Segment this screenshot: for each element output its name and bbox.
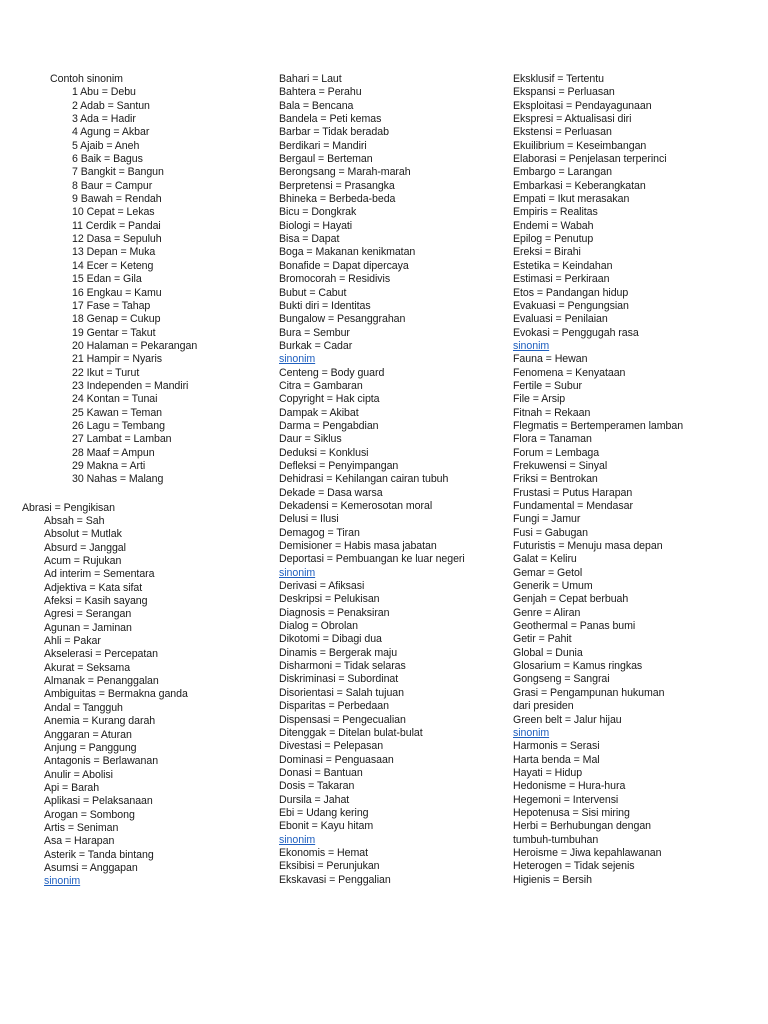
synonym-entry: Citra = Gambaran — [279, 379, 363, 392]
synonym-entry: Burkak = Cadar — [279, 339, 353, 352]
synonym-entry: Adjektiva = Kata sifat — [44, 581, 143, 594]
sinonim-link-text[interactable]: sinonim — [513, 339, 550, 352]
synonym-entry: Frekuwensi = Sinyal — [513, 459, 608, 472]
sinonim-link[interactable] — [513, 340, 763, 353]
synonym-entry: Dekade = Dasa warsa — [279, 486, 383, 499]
synonym-entry: Asumsi = Anggapan — [44, 861, 138, 874]
synonym-entry: Hepotenusa = Sisi miring — [513, 806, 630, 819]
sinonim-link-text[interactable]: sinonim — [513, 726, 550, 739]
synonym-entry: 23 Independen = Mandiri — [72, 379, 189, 392]
synonym-entry: Bonafide = Dapat dipercaya — [279, 259, 409, 272]
synonym-entry: Estetika = Keindahan — [513, 259, 613, 272]
synonym-entry: Ekspansi = Perluasan — [513, 86, 615, 99]
synonym-entry: Embarkasi = Keberangkatan — [513, 179, 646, 192]
synonym-entry: Bergaul = Berteman — [279, 153, 373, 166]
synonym-entry: Bandela = Peti kemas — [279, 113, 382, 126]
synonym-entry: dari presiden — [513, 700, 574, 713]
synonym-entry: Eksklusif = Tertentu — [513, 73, 604, 85]
synonym-entry: 8 Baur = Campur — [72, 179, 153, 192]
intro-section — [22, 73, 257, 487]
synonym-entry: Dialog = Obrolan — [279, 620, 358, 633]
synonym-entry: Bahari = Laut — [279, 73, 342, 85]
synonym-entry: Futuristis = Menuju masa depan — [513, 540, 663, 553]
synonym-entry: Centeng = Body guard — [279, 366, 385, 379]
synonym-entry: Hegemoni = Intervensi — [513, 793, 619, 806]
synonym-entry: Absurd = Janggal — [44, 541, 126, 554]
synonym-entry: Deduksi = Konklusi — [279, 446, 369, 459]
sinonim-link-text[interactable]: sinonim — [279, 353, 316, 366]
synonym-entry: Forum = Lembaga — [513, 446, 600, 459]
synonym-entry: Global = Dunia — [513, 646, 583, 659]
synonym-entry: Genre = Aliran — [513, 606, 581, 619]
synonym-entry: 27 Lambat = Lamban — [72, 433, 172, 446]
synonym-entry: Getir = Pahit — [513, 633, 572, 646]
synonym-entry: Asa = Harapan — [44, 835, 115, 848]
synonym-entry: Akurat = Seksama — [44, 661, 131, 674]
synonym-entry: Ambiguitas = Bermakna ganda — [44, 688, 188, 701]
synonym-entry: Hayati = Hidup — [513, 766, 583, 779]
synonym-entry: 1 Abu = Debu — [72, 86, 136, 99]
synonym-entry: Ekspresi = Aktualisasi diri — [513, 113, 632, 126]
synonym-entry: Heroisme = Jiwa kepahlawanan — [513, 846, 662, 859]
synonym-entry: 16 Engkau = Kamu — [72, 286, 162, 299]
synonym-entry: Dursila = Jahat — [279, 793, 350, 806]
synonym-entry: Evakuasi = Pengungsian — [513, 299, 629, 312]
synonym-entry: Estimasi = Perkiraan — [513, 273, 610, 286]
synonym-entry: Ekonomis = Hemat — [279, 846, 368, 859]
synonym-entry: Akselerasi = Percepatan — [44, 648, 158, 661]
synonym-entry: Bala = Bencana — [279, 99, 354, 112]
synonym-entry: Geothermal = Panas bumi — [513, 620, 636, 633]
synonym-entry: Divestasi = Pelepasan — [279, 740, 384, 753]
synonym-entry: Dampak = Akibat — [279, 406, 359, 419]
synonym-entry: Empiris = Realitas — [513, 206, 598, 219]
synonym-entry: 12 Dasa = Sepuluh — [72, 233, 162, 246]
synonym-entry: Galat = Keliru — [513, 553, 577, 566]
synonym-entry: Demagog = Tiran — [279, 526, 360, 539]
synonym-entry: 3 Ada = Hadir — [72, 113, 136, 126]
synonym-entry: Evokasi = Penggugah rasa — [513, 326, 639, 339]
synonym-entry: Demisioner = Habis masa jabatan — [279, 540, 437, 553]
synonym-entry: Anulir = Abolisi — [44, 768, 113, 781]
synonym-entry: Ad interim = Sementara — [44, 568, 155, 581]
synonym-entry: Anemia = Kurang darah — [44, 715, 156, 728]
synonym-entry: Glosarium = Kamus ringkas — [513, 660, 643, 673]
synonym-entry: Agunan = Jaminan — [44, 621, 132, 634]
synonym-entry: Asterik = Tanda bintang — [44, 848, 154, 861]
synonym-entry: Bromocorah = Residivis — [279, 273, 391, 286]
synonym-entry: Boga = Makanan kenikmatan — [279, 246, 416, 259]
synonym-entry: Abrasi = Pengikisan — [22, 501, 115, 514]
sinonim-link[interactable] — [22, 875, 257, 888]
synonym-entry: Fauna = Hewan — [513, 353, 588, 366]
synonym-entry: tumbuh-tumbuhan — [513, 833, 599, 846]
sinonim-link-text[interactable]: sinonim — [279, 566, 316, 579]
synonym-entry: Deportasi = Pembuangan ke luar negeri — [279, 553, 465, 566]
synonym-entry: Endemi = Wabah — [513, 219, 594, 232]
synonym-entry: Ditenggak = Ditelan bulat-bulat — [279, 726, 423, 739]
synonym-entry: Artis = Seniman — [44, 821, 119, 834]
sinonim-link[interactable] — [513, 727, 763, 740]
synonym-entry: Hedonisme = Hura-hura — [513, 780, 626, 793]
synonym-entry: Generik = Umum — [513, 580, 593, 593]
synonym-entry: Donasi = Bantuan — [279, 766, 363, 779]
synonym-entry: Ekuilibrium = Keseimbangan — [513, 139, 647, 152]
synonym-entry: Bubut = Cabut — [279, 286, 347, 299]
synonym-entry: Biologi = Hayati — [279, 219, 353, 232]
synonym-entry: Bura = Sembur — [279, 326, 350, 339]
synonym-entry: File = Arsip — [513, 393, 566, 406]
synonym-entry: Gongseng = Sangrai — [513, 673, 610, 686]
synonym-entry: 2 Adab = Santun — [72, 99, 150, 112]
synonym-entry: Epilog = Penutup — [513, 233, 594, 246]
synonym-entry: Dikotomi = Dibagi dua — [279, 633, 382, 646]
synonym-entry: Harta benda = Mal — [513, 753, 600, 766]
synonym-entry: Disorientasi = Salah tujuan — [279, 686, 404, 699]
synonym-entry: Acum = Rujukan — [44, 555, 122, 568]
numbered-synonym-list — [22, 86, 257, 486]
synonym-entry: Fungi = Jamur — [513, 513, 581, 526]
synonym-entry: 18 Genap = Cukup — [72, 313, 161, 326]
synonym-entry: Dosis = Takaran — [279, 780, 355, 793]
synonym-entry: Embargo = Larangan — [513, 166, 612, 179]
synonym-entry: Evaluasi = Penilaian — [513, 313, 608, 326]
synonym-entry: Dispensasi = Pengecualian — [279, 713, 406, 726]
synonym-entry: Flora = Tanaman — [513, 433, 592, 446]
synonym-entry: 15 Edan = Gila — [72, 273, 142, 286]
synonym-entry: Ekskavasi = Penggalian — [279, 873, 391, 886]
synonym-entry: Daur = Siklus — [279, 433, 342, 446]
synonym-entry: Heterogen = Tidak sejenis — [513, 860, 635, 873]
synonym-entry: Afeksi = Kasih sayang — [44, 595, 148, 608]
synonym-list-e-h — [513, 73, 763, 887]
synonym-entry: Eksploitasi = Pendayagunaan — [513, 99, 652, 112]
synonym-entry: 11 Cerdik = Pandai — [72, 219, 161, 232]
synonym-entry: Fitnah = Rekaan — [513, 406, 591, 419]
synonym-entry: 29 Makna = Arti — [72, 459, 146, 472]
synonym-entry: Ekstensi = Perluasan — [513, 126, 612, 139]
synonym-entry: Aplikasi = Pelaksanaan — [44, 795, 153, 808]
synonym-entry: 28 Maaf = Ampun — [72, 446, 155, 459]
synonym-entry: Absolut = Mutlak — [44, 528, 122, 541]
synonym-entry: Ebonit = Kayu hitam — [279, 820, 374, 833]
synonym-entry: Empati = Ikut merasakan — [513, 193, 630, 206]
synonym-entry: 5 Ajaib = Aneh — [72, 139, 140, 152]
synonym-entry: Elaborasi = Penjelasan terperinci — [513, 153, 667, 166]
synonym-entry: Bisa = Dapat — [279, 233, 340, 246]
synonym-entry: Anggaran = Aturan — [44, 728, 132, 741]
synonym-entry: Harmonis = Serasi — [513, 740, 600, 753]
synonym-entry: Deskripsi = Pelukisan — [279, 593, 380, 606]
synonym-entry: Green belt = Jalur hijau — [513, 713, 622, 726]
synonym-entry: Herbi = Berhubungan dengan — [513, 820, 652, 833]
synonym-entry: Fusi = Gabugan — [513, 526, 588, 539]
synonym-entry: Dekadensi = Kemerosotan moral — [279, 500, 433, 512]
column-2 — [279, 73, 509, 887]
sinonim-link-text[interactable]: sinonim — [279, 833, 316, 846]
synonym-entry: Frustasi = Putus Harapan — [513, 486, 633, 499]
synonym-entry: 24 Kontan = Tunai — [72, 393, 158, 406]
synonym-entry: 19 Gentar = Takut — [72, 326, 156, 339]
synonym-entry: 30 Nahas = Malang — [72, 473, 164, 486]
synonym-entry: 17 Fase = Tahap — [72, 299, 151, 312]
synonym-entry: 14 Ecer = Keteng — [72, 259, 154, 272]
synonym-entry: Diagnosis = Penaksiran — [279, 606, 390, 619]
synonym-entry: Bungalow = Pesanggrahan — [279, 313, 406, 326]
synonym-entry: Berdikari = Mandiri — [279, 139, 367, 152]
synonym-entry: Ereksi = Birahi — [513, 246, 581, 259]
synonym-entry: 6 Baik = Bagus — [72, 153, 143, 166]
synonym-entry: Grasi = Pengampunan hukuman — [513, 686, 665, 699]
synonym-entry: Bahtera = Perahu — [279, 86, 362, 99]
column-1 — [22, 73, 257, 889]
sinonim-link[interactable] — [279, 834, 509, 847]
synonym-entry: Bukti diri = Identitas — [279, 299, 371, 312]
column-3 — [513, 73, 763, 887]
synonym-entry: 21 Hampir = Nyaris — [72, 353, 163, 366]
synonym-entry: Disparitas = Perbedaan — [279, 700, 389, 713]
synonym-entry: Friksi = Bentrokan — [513, 473, 598, 486]
synonym-entry: Berongsang = Marah-marah — [279, 166, 411, 179]
intro-title: Contoh sinonim — [50, 73, 123, 85]
synonym-entry: Dinamis = Bergerak maju — [279, 646, 398, 659]
synonym-entry: Gemar = Getol — [513, 566, 583, 579]
synonym-entry: Anjung = Panggung — [44, 741, 137, 754]
synonym-entry: 26 Lagu = Tembang — [72, 419, 165, 432]
synonym-entry: 25 Kawan = Teman — [72, 406, 162, 419]
synonym-entry: Antagonis = Berlawanan — [44, 755, 159, 768]
synonym-entry: Andal = Tangguh — [44, 701, 123, 714]
synonym-entry: Genjah = Cepat berbuah — [513, 593, 629, 606]
synonym-entry: Barbar = Tidak beradab — [279, 126, 389, 139]
synonym-entry: Arogan = Sombong — [44, 808, 135, 821]
synonym-entry: 13 Depan = Muka — [72, 246, 156, 259]
synonym-entry: Bhineka = Berbeda-beda — [279, 193, 396, 206]
synonym-entry: Agresi = Serangan — [44, 608, 132, 621]
synonym-entry: 20 Halaman = Pekarangan — [72, 339, 198, 352]
synonym-list-a — [22, 502, 257, 889]
synonym-entry: Darma = Pengabdian — [279, 419, 379, 432]
synonym-entry: Bicu = Dongkrak — [279, 206, 357, 219]
synonym-entry: 10 Cepat = Lekas — [72, 206, 155, 219]
synonym-entry: Fertile = Subur — [513, 379, 583, 392]
synonym-entry: Higienis = Bersih — [513, 873, 592, 886]
synonym-entry: Ahli = Pakar — [44, 635, 101, 648]
synonym-entry: Api = Barah — [44, 781, 100, 794]
synonym-entry: Disharmoni = Tidak selaras — [279, 660, 406, 673]
synonym-entry: Delusi = Ilusi — [279, 513, 339, 526]
synonym-entry: Almanak = Penanggalan — [44, 675, 159, 688]
synonym-entry: Dominasi = Penguasaan — [279, 753, 394, 766]
synonym-entry: Etos = Pandangan hidup — [513, 286, 629, 299]
synonym-entry: 4 Agung = Akbar — [72, 126, 150, 139]
synonym-entry: Copyright = Hak cipta — [279, 393, 380, 406]
synonym-entry: Absah = Sah — [44, 515, 105, 527]
synonym-entry: Ebi = Udang kering — [279, 806, 369, 819]
synonym-entry: Fenomena = Kenyataan — [513, 366, 626, 379]
synonym-list-b-e — [279, 73, 509, 887]
synonym-entry: Dehidrasi = Kehilangan cairan tubuh — [279, 473, 449, 486]
synonym-entry: 7 Bangkit = Bangun — [72, 166, 164, 179]
synonym-entry: Berpretensi = Prasangka — [279, 179, 395, 192]
sinonim-link-text[interactable]: sinonim — [44, 875, 81, 888]
sinonim-link[interactable] — [279, 567, 509, 580]
synonym-entry: Defleksi = Penyimpangan — [279, 459, 399, 472]
synonym-entry: Derivasi = Afiksasi — [279, 580, 365, 593]
sinonim-link[interactable] — [279, 353, 509, 366]
synonym-entry: Flegmatis = Bertemperamen lamban — [513, 419, 684, 432]
synonym-entry: Diskriminasi = Subordinat — [279, 673, 399, 686]
synonym-entry: Eksibisi = Perunjukan — [279, 860, 380, 873]
synonym-entry: Fundamental = Mendasar — [513, 500, 633, 512]
synonym-entry: 9 Bawah = Rendah — [72, 193, 162, 206]
synonym-entry: 22 Ikut = Turut — [72, 366, 140, 379]
